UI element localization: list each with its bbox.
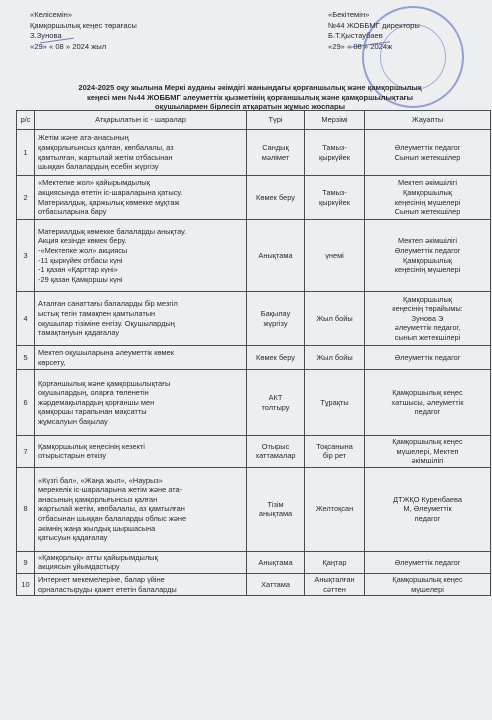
responsible-cell [365,292,491,346]
type-cell [247,573,305,595]
period-cell [305,370,365,436]
date-left: «29» « 08 » 2024 жыл [30,41,107,51]
activity-cell-line: әкімнің жаңа жылдық шыршасына [38,523,156,533]
responsible-cell-line: Мектеп әкімшілігі [397,178,458,188]
document-title [30,83,470,112]
activity-cell-line: Материалдық, қаржылық көмекке мұқтаж [38,197,180,207]
title-line-1: 2024-2025 оқу жылына Меркі ауданы әкімдігі жанындағы қорғаншылық және қамқоршылық [78,83,422,92]
type-cell-line: анықтама [258,509,293,519]
type-cell-line: АКТ [268,392,283,402]
period-cell-line: Тамыз- [322,187,347,197]
type-cell-line: Бақылау [260,308,291,318]
activity-cell-line: «Мектепке жол» қайырымдылық [38,178,150,188]
responsible-cell-line: мүшелері, Мектеп [396,446,459,456]
activity-cell-line: отырыстарын өткізу [38,451,107,461]
activity-cell-line: отбасынан шыққан балаларды облыс және [38,514,187,524]
approval-block-left [30,10,200,52]
title-line-2: кеңесі мен №44 ЖОББМГ әлеуметтік қызметінің қорғаншылық және қамқоршылықтағы [86,92,414,102]
row-number: 5 [17,346,35,370]
responsible-cell-line: ДТЖҚО Куренбаева [393,494,462,504]
activity-cell-line: -1 қазан «Қарттар күні» [38,265,118,275]
activity-cell-line: акциясын ұйымдастыру [38,562,120,572]
period-cell-line: Жыл бойы [316,352,353,362]
header-period: Мерзімі [305,111,365,130]
activity-cell-line: жартылай жетім, көпбалалы, аз қамтылған [38,504,185,514]
row-number: 10 [17,573,35,595]
row-number: 4 [17,292,35,346]
activity-cell-line: -«Мектепке жол» акциясы [38,245,128,255]
activity-cell [35,130,247,176]
period-cell-line: Анықталған [314,574,355,584]
type-cell-line: толтыру [261,402,290,412]
activity-cell-line: отбасыларына бару [38,207,107,217]
activity-cell-line: тамақтануын қадағалау [38,328,120,338]
responsible-cell [365,370,491,436]
table-row [17,176,491,220]
type-cell [247,551,305,573]
responsible-cell-line: хатшысы, әлеуметтік [391,397,464,407]
period-cell [305,436,365,468]
type-cell-line: Көмек беру [256,352,295,362]
responsible-cell-line: сынып жетекшілері [394,332,461,342]
period-cell-line: үнемі [325,250,344,260]
activity-cell-line: жұмсалуын бақылау [38,416,108,426]
activity-cell [35,220,247,292]
activity-cell-line: оқушылардың, оларға төленетін [38,388,149,398]
activity-cell-line: Мектеп оқушыларына әлеуметтік көмек [38,347,174,357]
type-cell [247,176,305,220]
row-number: 1 [17,130,35,176]
responsible-cell-line: Сынып жетекшілер [394,152,461,162]
activity-cell-line: шыққан балалардың есебін жүргізу [38,162,159,172]
responsible-cell-line: Әлеуметтік педагог [394,245,461,255]
activity-cell-line: Аталған санаттағы балаларды бір мезгіл [38,299,178,309]
responsible-cell [365,436,491,468]
period-cell [305,292,365,346]
period-cell-line: Тамыз- [322,142,347,152]
type-cell-line: хаттамалар [255,451,296,461]
activity-cell-line: Жетім және ата-анасының [38,133,129,143]
period-cell-line: қыркүйек [318,197,351,207]
period-cell [305,551,365,573]
table-row [17,467,491,551]
table-row [17,346,491,370]
period-cell [305,130,365,176]
activity-cell-line: Қамқоршылық кеңесінің кезекті [38,441,145,451]
responsible-cell-line: Әлеуметтік педагог [394,557,461,567]
table-row [17,220,491,292]
row-number: 2 [17,176,35,220]
responsible-cell-line: Әлеуметтік педагог [394,352,461,362]
responsible-cell-line: М, Әлеуметтік [403,504,452,514]
type-cell [247,130,305,176]
approve-label-right: «Бекітемін» [328,10,370,19]
activity-cell-line: оқушылар тізіміне енгізу. Оқушылардың [38,318,175,328]
activity-cell-line: Интернет мекемелеріне, балар үйіне [38,574,165,584]
table-row [17,130,491,176]
activity-cell-line: орналастыруды қажет ететін балаларды [38,584,177,594]
responsible-cell [365,467,491,551]
header-type: Түрі [247,111,305,130]
title-line-3: оқушылармен бірлесіп атқаратын жұмыс жоспары [154,102,345,111]
period-cell-line: Жыл бойы [316,313,353,323]
responsible-cell-line: Қамқоршылық [402,255,453,265]
signer-name-left: З.Зунова [30,31,62,40]
header-activity: Атқарылатын іс - шаралар [35,111,247,130]
plan-table [16,110,491,596]
activity-cell [35,176,247,220]
period-cell [305,467,365,551]
responsible-cell [365,573,491,595]
activity-cell-line: ыстық тегін тамақпен қамтылатын [38,308,156,318]
period-cell-line: Желтоқсан [315,504,354,514]
period-cell-line: сәттен [323,584,346,594]
responsible-cell [365,346,491,370]
activity-cell [35,467,247,551]
type-cell-line: Отырыс [261,441,290,451]
date-right: «29» « 08 » 2024ж [328,41,393,51]
activity-cell [35,346,247,370]
approve-label-left: «Келісемін» [30,10,73,19]
activity-cell-line: Акция кезінде көмек беру. [38,236,127,246]
responsible-cell-line: Мектеп әкімшілігі [397,236,458,246]
responsible-cell-line: әлеуметтік педагог, [394,323,461,333]
activity-cell-line: анасының қамқорлығынсыз қалған [38,494,158,504]
responsible-cell [365,176,491,220]
table-row [17,292,491,346]
table-row [17,551,491,573]
row-number: 8 [17,467,35,551]
responsible-cell-line: кеңесінің мүшелері [394,265,461,275]
position-right: №44 ЖОББМГ директоры [328,20,420,30]
responsible-cell-line: Қамқоршылық кеңес [392,574,463,584]
type-cell-line: жүргізу [263,318,288,328]
activity-cell-line: қамтылған, жартылай жетім отбасынан [38,152,173,162]
responsible-cell-line: Қамқоршылық [402,294,453,304]
activity-cell [35,573,247,595]
responsible-cell [365,130,491,176]
table-row [17,436,491,468]
activity-cell [35,292,247,346]
period-cell-line: Тұрақты [320,397,349,407]
activity-cell-line: қатысуын қадағалау [38,533,108,543]
responsible-cell-line: педагог [414,514,441,524]
row-number: 9 [17,551,35,573]
type-cell [247,467,305,551]
type-cell [247,436,305,468]
activity-cell [35,436,247,468]
activity-cell-line: «Күзгі бал», «Жаңа жыл», «Наурыз» [38,475,163,485]
responsible-cell-line: мүшелері [411,584,444,594]
table-header-row [17,111,491,130]
period-cell-line: Қаңтар [322,557,347,567]
activity-cell-line: Материалдық көмекке балаларды анықтау. [38,226,187,236]
row-number: 3 [17,220,35,292]
responsible-cell-line: Қамқоршылық кеңес [392,388,463,398]
responsible-cell-line: Сынып жетекшілер [394,207,461,217]
activity-cell-line: қамқоршы тарапынан мақсатты [38,407,147,417]
activity-cell-line: акциясында өтетін іс-шараларына қатысу. [38,187,183,197]
responsible-cell-line: Зунова Э [411,313,444,323]
type-cell-line: Хаттама [261,579,290,589]
activity-cell-line: көрсету, [38,357,66,367]
responsible-cell-line: Қамқоршылық кеңес [392,437,463,446]
type-cell [247,370,305,436]
signer-name-right: Б.Т.Қыстаубаев [328,31,383,40]
approval-block-right [328,10,488,52]
responsible-cell [365,551,491,573]
responsible-cell-line: Қамқоршылық [402,187,453,197]
type-cell-line: Анықтама [258,557,293,567]
activity-cell-line: жәрдемақылардың қорғаншы мен [38,397,155,407]
type-cell-line: Тізім [267,499,284,509]
activity-cell-line: -11 қыркүйек отбасы күні [38,255,123,265]
period-cell-line: қыркүйек [318,152,351,162]
activity-cell-line: Қорғаншылық және қамқоршылықтағы [38,378,171,388]
responsible-cell-line: әкімшілігі [411,456,444,466]
period-cell [305,573,365,595]
table-row [17,370,491,436]
period-cell-line: Тоқсанына [316,441,353,451]
type-cell-line: мәлімет [261,152,290,162]
responsible-cell-line: кеңесінің төрайымы: [392,304,463,314]
period-cell [305,220,365,292]
responsible-cell [365,220,491,292]
period-cell [305,176,365,220]
type-cell [247,220,305,292]
position-left: Қамқоршылық кеңес төрағасы [30,20,137,30]
table-row [17,573,491,595]
header-num: р/с [17,111,35,130]
type-cell [247,346,305,370]
type-cell-line: Сандық [262,142,289,152]
row-number: 6 [17,370,35,436]
responsible-cell-line: педагог [414,407,441,417]
activity-cell-line: -29 қазан Қамқоршы күні [38,274,123,284]
activity-cell-line: «Қамқорлық» атты қайырымдылық [38,552,158,562]
type-cell-line: Көмек беру [256,192,295,202]
type-cell-line: Анықтама [258,250,293,260]
row-number: 7 [17,436,35,468]
activity-cell [35,551,247,573]
responsible-cell-line: кеңесінің мүшелері [394,197,461,207]
responsible-cell-line: Әлеуметтік педагог [394,142,461,152]
header-responsible: Жауапты [365,111,491,130]
activity-cell [35,370,247,436]
activity-cell-line: мерекелік іс-шараларына жетім және ата- [38,485,183,495]
activity-cell-line: қамқорлығынсыз қалған, көпбалалы, аз [38,142,174,152]
period-cell-line: бір рет [322,451,347,461]
type-cell [247,292,305,346]
period-cell [305,346,365,370]
